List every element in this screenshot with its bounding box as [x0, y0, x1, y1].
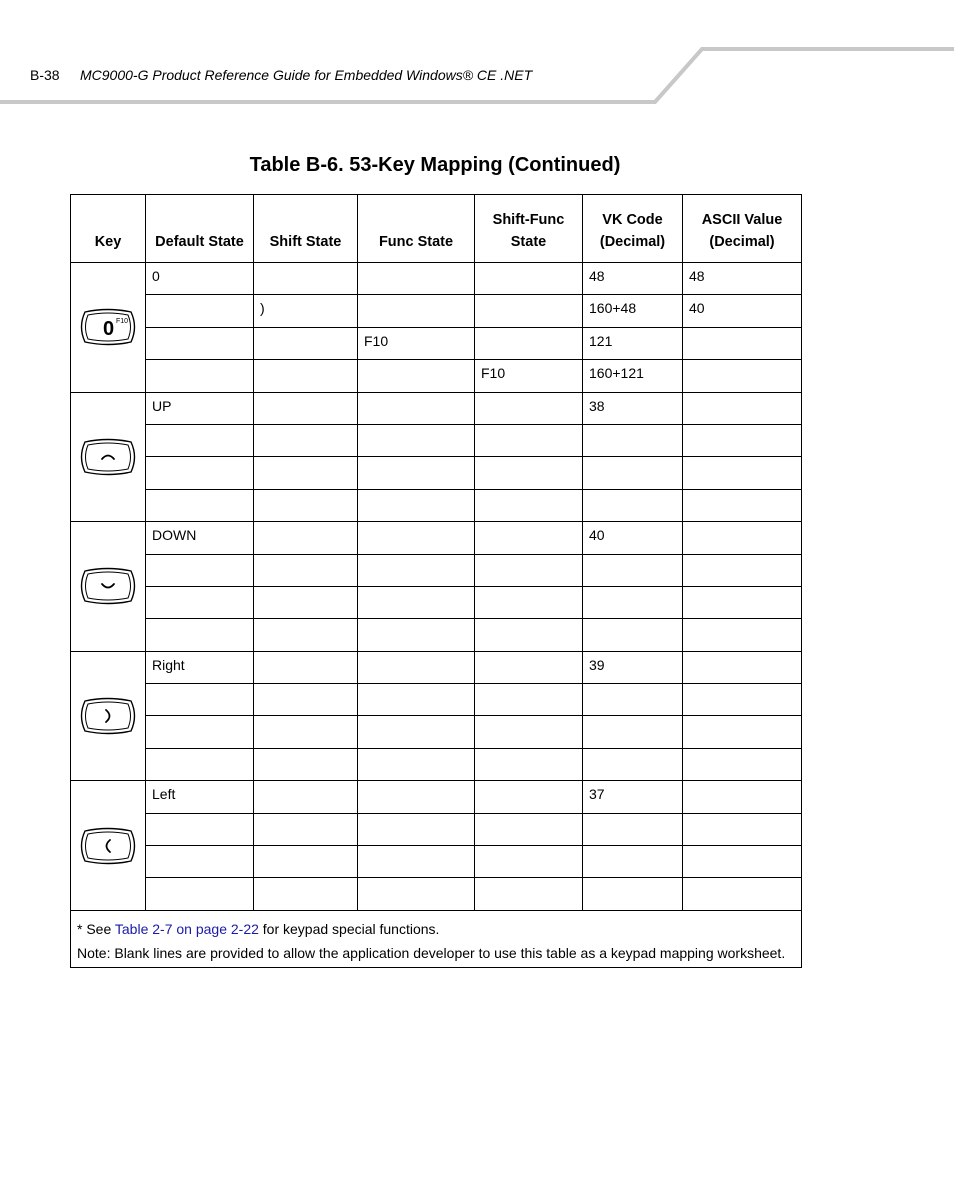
cell-vk [583, 586, 683, 618]
cell-func [358, 263, 475, 295]
cell-default [146, 360, 254, 392]
cell-vk: 38 [583, 392, 683, 424]
table-footnote: * See Table 2-7 on page 2-22 for keypad special functions. Note: Blank lines are provided to allow the application developer to use this table as a keypad mapping worksheet. [71, 910, 802, 967]
cell-shift-func [475, 651, 583, 683]
cell-shift-func [475, 781, 583, 813]
cell-default: UP [146, 392, 254, 424]
cell-default [146, 489, 254, 521]
cell-ascii [683, 878, 802, 910]
document-title: MC9000-G Product Reference Guide for Embedded Windows® CE .NET [80, 67, 533, 83]
cell-ascii [683, 651, 802, 683]
cell-shift [254, 392, 358, 424]
col-header-func-state: Func State [358, 195, 475, 263]
cell-func [358, 424, 475, 456]
cell-shift-func [475, 684, 583, 716]
cell-ascii [683, 619, 802, 651]
col-header-key: Key [71, 195, 146, 263]
cell-ascii [683, 457, 802, 489]
col-header-shift-state: Shift State [254, 195, 358, 263]
table-row [71, 360, 802, 392]
key-cell [71, 263, 146, 393]
cell-ascii [683, 392, 802, 424]
table-row [71, 457, 802, 489]
table-title: Table B-6. 53-Key Mapping (Continued) [249, 154, 621, 176]
cell-shift-func [475, 522, 583, 554]
keycap-function-label: F10 [116, 318, 129, 326]
cell-vk [583, 846, 683, 878]
table-row [71, 263, 802, 295]
cell-shift [254, 651, 358, 683]
cell-shift [254, 684, 358, 716]
cell-shift [254, 263, 358, 295]
cell-func [358, 684, 475, 716]
cell-shift-func [475, 295, 583, 327]
cell-vk [583, 457, 683, 489]
table-row [71, 813, 802, 845]
cell-default: 0 [146, 263, 254, 295]
col-header-vk-code: VK Code (Decimal) [583, 195, 683, 263]
key-cell [71, 781, 146, 911]
cell-shift-func [475, 716, 583, 748]
cell-shift [254, 716, 358, 748]
cell-vk [583, 554, 683, 586]
cell-vk [583, 684, 683, 716]
header-rule [0, 0, 954, 110]
col-header-default-state: Default State [146, 195, 254, 263]
cell-default [146, 878, 254, 910]
cell-func [358, 846, 475, 878]
key-cell [71, 651, 146, 781]
page-number: B-38 [30, 67, 60, 83]
up-arrow-key-icon [71, 438, 145, 476]
cell-shift-func [475, 846, 583, 878]
cell-default [146, 327, 254, 359]
cell-func [358, 813, 475, 845]
table-row [71, 684, 802, 716]
cell-ascii [683, 327, 802, 359]
table-row [71, 554, 802, 586]
left-arrow-key-icon [71, 827, 145, 865]
cell-ascii [683, 522, 802, 554]
table-row [71, 716, 802, 748]
cell-func [358, 295, 475, 327]
table-header-row [71, 195, 802, 263]
cell-default: Right [146, 651, 254, 683]
cell-func [358, 716, 475, 748]
table-row [71, 619, 802, 651]
cell-vk: 160+121 [583, 360, 683, 392]
cell-shift-func [475, 813, 583, 845]
cell-func: F10 [358, 327, 475, 359]
key-mapping-table [70, 194, 802, 968]
cell-func [358, 360, 475, 392]
cell-func [358, 878, 475, 910]
cell-ascii [683, 716, 802, 748]
cell-func [358, 619, 475, 651]
cell-shift [254, 457, 358, 489]
cell-shift-func [475, 586, 583, 618]
cell-ascii [683, 684, 802, 716]
cell-default [146, 295, 254, 327]
cell-ascii [683, 748, 802, 780]
cell-shift [254, 327, 358, 359]
cell-func [358, 457, 475, 489]
cell-shift-func [475, 457, 583, 489]
cell-func [358, 781, 475, 813]
cell-vk: 160+48 [583, 295, 683, 327]
cell-func [358, 489, 475, 521]
cell-ascii [683, 424, 802, 456]
cell-ascii [683, 846, 802, 878]
cell-shift-func [475, 392, 583, 424]
cell-ascii [683, 489, 802, 521]
cell-vk [583, 489, 683, 521]
cell-ascii [683, 781, 802, 813]
cell-shift-func [475, 424, 583, 456]
cell-shift [254, 424, 358, 456]
cell-shift-func [475, 619, 583, 651]
cell-shift: ) [254, 295, 358, 327]
cell-func [358, 748, 475, 780]
cell-default [146, 846, 254, 878]
cell-shift [254, 846, 358, 878]
table-row [71, 327, 802, 359]
keycap-main-label: 0 [103, 318, 115, 341]
col-header-shift-func-state: Shift-Func State [475, 195, 583, 263]
cell-shift [254, 489, 358, 521]
cell-shift-func [475, 748, 583, 780]
key-cell [71, 522, 146, 652]
cell-func [358, 651, 475, 683]
key-0-f10-icon [71, 308, 145, 346]
cell-shift [254, 813, 358, 845]
cell-vk: 121 [583, 327, 683, 359]
cell-shift-func [475, 489, 583, 521]
cell-default: DOWN [146, 522, 254, 554]
cell-shift [254, 878, 358, 910]
cell-ascii [683, 813, 802, 845]
cell-func [358, 586, 475, 618]
cell-shift [254, 748, 358, 780]
cell-shift [254, 619, 358, 651]
key-cell [71, 392, 146, 522]
cell-shift-func: F10 [475, 360, 583, 392]
cell-vk: 39 [583, 651, 683, 683]
cell-vk [583, 619, 683, 651]
table-row [71, 878, 802, 910]
cell-ascii [683, 586, 802, 618]
table-row [71, 424, 802, 456]
cell-vk [583, 424, 683, 456]
cell-shift-func [475, 554, 583, 586]
cell-ascii: 40 [683, 295, 802, 327]
cell-shift-func [475, 878, 583, 910]
cell-default [146, 684, 254, 716]
cell-vk [583, 878, 683, 910]
cell-default [146, 457, 254, 489]
cell-func [358, 392, 475, 424]
down-arrow-key-icon [71, 567, 145, 605]
cell-vk: 40 [583, 522, 683, 554]
cell-shift [254, 781, 358, 813]
cell-shift-func [475, 263, 583, 295]
cell-shift [254, 522, 358, 554]
col-header-ascii-value: ASCII Value (Decimal) [683, 195, 802, 263]
cell-shift [254, 360, 358, 392]
cell-default [146, 586, 254, 618]
cell-func [358, 522, 475, 554]
table-row [71, 392, 802, 424]
table-footnote-row [71, 910, 802, 967]
cell-vk: 48 [583, 263, 683, 295]
cell-vk [583, 748, 683, 780]
cell-vk [583, 813, 683, 845]
cell-ascii [683, 554, 802, 586]
table-2-7-link[interactable]: Table 2-7 on page 2-22 [114, 920, 259, 937]
cell-default [146, 813, 254, 845]
table-row [71, 846, 802, 878]
cell-shift [254, 554, 358, 586]
cell-vk [583, 716, 683, 748]
cell-shift [254, 586, 358, 618]
cell-default [146, 619, 254, 651]
table-row [71, 781, 802, 813]
table-row [71, 295, 802, 327]
cell-vk: 37 [583, 781, 683, 813]
cell-default: Left [146, 781, 254, 813]
cell-ascii [683, 360, 802, 392]
cell-default [146, 424, 254, 456]
table-row [71, 651, 802, 683]
cell-default [146, 554, 254, 586]
table-row [71, 489, 802, 521]
cell-ascii: 48 [683, 263, 802, 295]
cell-shift-func [475, 327, 583, 359]
cell-default [146, 748, 254, 780]
table-row [71, 748, 802, 780]
cell-func [358, 554, 475, 586]
table-row [71, 586, 802, 618]
table-row [71, 522, 802, 554]
table-note: Note: Blank lines are provided to allow the application developer to use this table as a keypad mapping worksheet. [77, 944, 786, 961]
right-arrow-key-icon [71, 697, 145, 735]
cell-default [146, 716, 254, 748]
